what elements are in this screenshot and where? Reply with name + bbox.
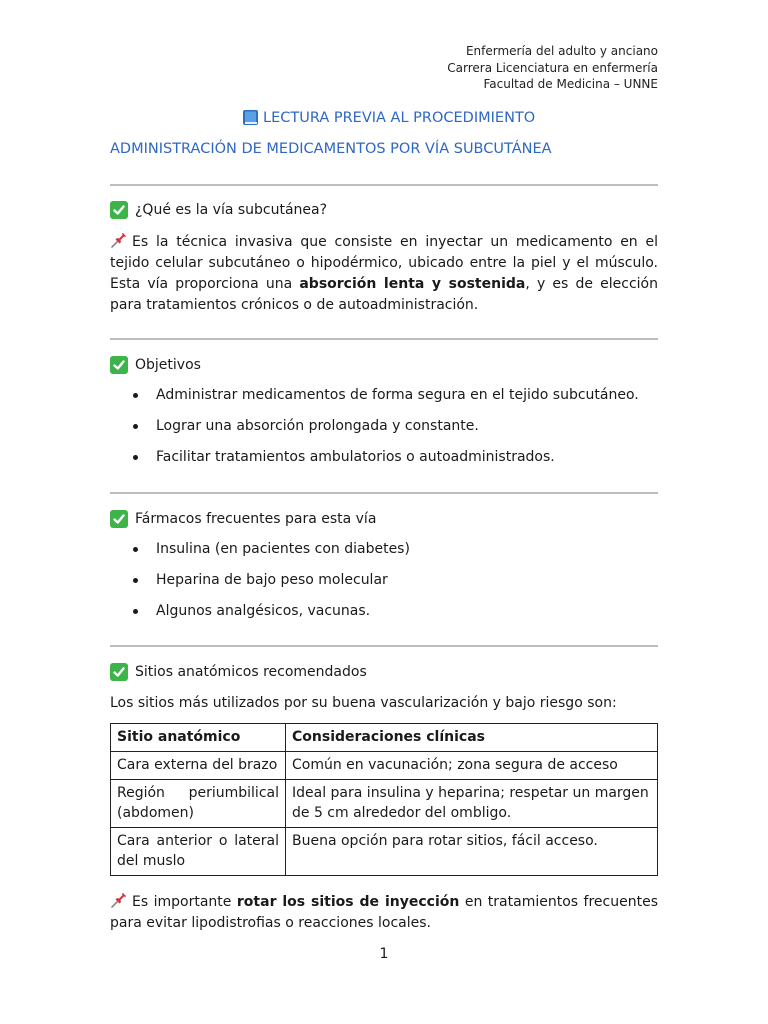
table-row (111, 780, 658, 828)
pushpin-icon (110, 891, 128, 909)
table-header-row (111, 724, 658, 752)
definition-text-a: Es la técnica invasiva que consiste en inyectar un medicamento en el tejido celular subcutáneo o hipodérmico, ubicado entre la piel y el músculo. Esta vía proporciona una (110, 234, 658, 292)
section-divider (110, 184, 658, 186)
section-heading-text: Objetivos (135, 357, 201, 373)
check-icon (110, 510, 128, 528)
section-divider (110, 338, 658, 340)
sites-table (110, 723, 658, 876)
table-cell-considerations: Común en vacunación; zona segura de acceso (286, 752, 658, 780)
section-heading-objectives (110, 356, 201, 374)
drugs-list (110, 540, 658, 633)
definition-paragraph (110, 231, 658, 316)
section-heading-text: ¿Qué es la vía subcutánea? (135, 202, 328, 218)
definition-text-bold: absorción lenta y sostenida (299, 276, 526, 292)
list-item: Algunos analgésicos, vacunas. (110, 602, 658, 633)
table-cell-site: Cara anterior o lateral del muslo (111, 828, 286, 876)
section-heading-definition (110, 201, 327, 219)
sites-intro: Los sitios más utilizados por su buena vascularización y bajo riesgo son: (110, 695, 617, 711)
check-icon (110, 201, 128, 219)
section-heading-drugs (110, 510, 376, 528)
section-divider (110, 492, 658, 494)
header-course: Enfermería del adulto y anciano (465, 44, 658, 58)
note-text-bold: rotar los sitios de inyección (236, 894, 460, 910)
rotation-note (110, 891, 658, 934)
table-header-site: Sitio anatómico (111, 724, 286, 752)
table-cell-considerations: Buena opción para rotar sitios, fácil acceso. (286, 828, 658, 876)
table-cell-considerations: Ideal para insulina y heparina; respetar un margen de 5 cm alrededor del ombligo. (286, 780, 658, 828)
reading-title-text: LECTURA PREVIA AL PROCEDIMIENTO (263, 109, 536, 126)
list-item: Facilitar tratamientos ambulatorios o autoadministrados. (110, 448, 658, 479)
note-text-b: en tratamientos frecuentes para evitar lipodistrofias o reacciones locales. (110, 894, 658, 931)
check-icon (110, 663, 128, 681)
table-cell-site: Cara externa del brazo (111, 752, 286, 780)
pushpin-icon (110, 231, 128, 249)
table-header-considerations: Consideraciones clínicas (286, 724, 658, 752)
list-item: Administrar medicamentos de forma segura en el tejido subcutáneo. (110, 386, 658, 417)
header-career: Carrera Licenciatura en enfermería (447, 61, 658, 75)
book-icon (242, 109, 259, 126)
note-text-a: Es importante (132, 894, 237, 910)
table-cell-site: Región periumbilical (abdomen) (111, 780, 286, 828)
page-number: 1 (379, 946, 389, 962)
list-item: Lograr una absorción prolongada y constante. (110, 417, 658, 448)
table-row (111, 752, 658, 780)
section-divider (110, 645, 658, 647)
check-icon (110, 356, 128, 374)
definition-text-b: , y es de elección para tratamientos crónicos o de autoadministración. (110, 276, 658, 313)
section-heading-text: Sitios anatómicos recomendados (135, 664, 367, 680)
list-item: Insulina (en pacientes con diabetes) (110, 540, 658, 571)
reading-title (242, 109, 535, 126)
list-item: Heparina de bajo peso molecular (110, 571, 658, 602)
section-heading-text: Fármacos frecuentes para esta vía (135, 511, 377, 527)
objectives-list (110, 386, 658, 479)
header-faculty: Facultad de Medicina – UNNE (483, 77, 658, 91)
table-row (111, 828, 658, 876)
procedure-title: ADMINISTRACIÓN DE MEDICAMENTOS POR VÍA SUBCUTÁNEA (110, 141, 552, 157)
section-heading-sites (110, 663, 367, 681)
